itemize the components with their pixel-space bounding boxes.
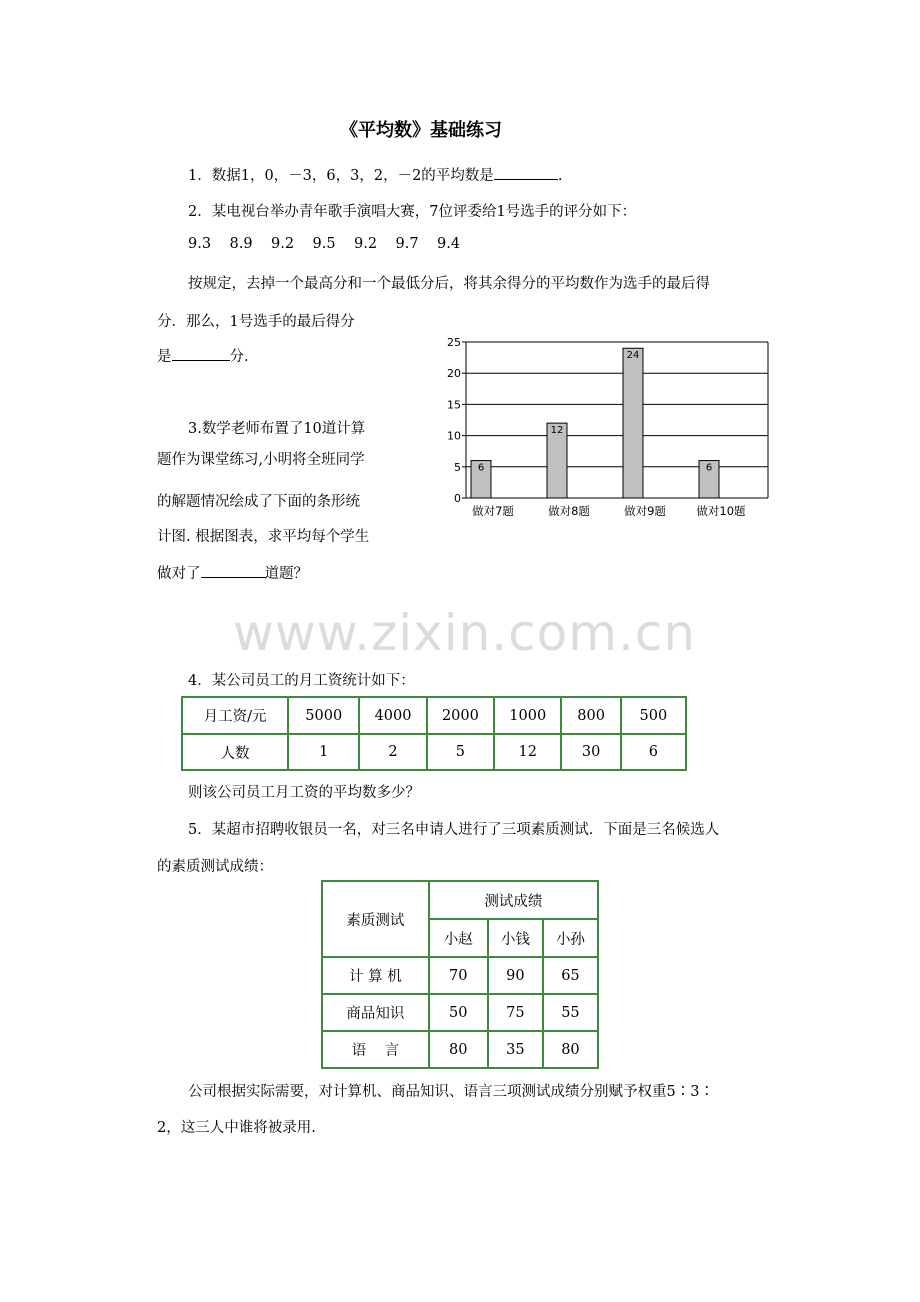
bar	[623, 348, 643, 498]
table-cell: 2000	[427, 697, 494, 734]
table-cell: 500	[621, 697, 686, 734]
question-2-line4: 分．那么，1号选手的最后得分	[157, 314, 355, 330]
answer-blank-1	[494, 165, 558, 180]
table-cell: 35	[488, 1031, 543, 1068]
y-tick-label: 25	[447, 336, 461, 349]
table-row	[182, 697, 686, 734]
y-tick-label: 5	[454, 460, 461, 474]
answer-blank-2	[172, 346, 230, 361]
watermark: www.zixin.com.cn	[233, 604, 697, 662]
table-row	[322, 994, 598, 1031]
x-tick-label: 做对7题	[472, 504, 514, 518]
table-cell: 55	[543, 994, 598, 1031]
table-header-name: 小孙	[543, 919, 598, 957]
question-5-line4: 2，这三人中谁将被录用.	[157, 1120, 316, 1136]
data-label: 12	[550, 425, 564, 437]
table-cell: 5000	[288, 697, 359, 734]
data-label: 6	[705, 462, 713, 474]
data-label: 6	[477, 462, 485, 474]
table-cell: 90	[488, 957, 543, 994]
table-row	[322, 1031, 598, 1068]
question-3-line3: 的解题情况绘成了下面的条形统	[157, 494, 360, 510]
question-1-end: .	[557, 168, 563, 184]
table-cell: 30	[561, 734, 620, 770]
table-row	[322, 881, 598, 919]
question-3-line5a: 做对了	[157, 566, 201, 582]
table-cell: 75	[488, 994, 543, 1031]
data-label: 24	[626, 350, 640, 362]
x-tick-label: 做对9题	[624, 504, 666, 518]
question-5-line2: 的素质测试成绩：	[157, 859, 273, 875]
table-cell: 800	[561, 697, 620, 734]
y-tick-label: 10	[447, 429, 461, 443]
table-cell: 65	[543, 957, 598, 994]
question-2-scores: 9.3 8.9 9.2 9.5 9.2 9.7 9.4	[188, 236, 461, 252]
table-cell: 80	[429, 1031, 488, 1068]
y-tick-label: 15	[447, 398, 461, 412]
score-table	[321, 880, 599, 1069]
table-cell: 2	[359, 734, 426, 770]
y-tick-label: 0	[454, 492, 461, 505]
question-2-line5	[157, 345, 249, 366]
question-5-line1: 5．某超市招聘收银员一名，对三名申请人进行了三项素质测试．下面是三名候选人	[188, 822, 720, 838]
table-cell: 80	[543, 1031, 598, 1068]
question-2-line5a: 是	[157, 349, 172, 365]
question-3-line5b: 道题？	[264, 566, 308, 582]
x-tick-label: 做对8题	[548, 504, 590, 518]
question-1	[188, 164, 562, 185]
answer-blank-3	[201, 563, 265, 578]
table-cell: 6	[621, 734, 686, 770]
question-1-text: 1．数据1，0，－3，6，3，2，－2的平均数是	[188, 168, 494, 184]
table-cell: 12	[494, 734, 561, 770]
table-header-name: 小赵	[429, 919, 488, 957]
page-title: 《平均数》基础练习	[340, 120, 502, 141]
table-row-label: 语 言	[322, 1031, 429, 1068]
table-row	[322, 957, 598, 994]
question-5-line3: 公司根据实际需要，对计算机、商品知识、语言三项测试成绩分别赋予权重5∶3∶	[188, 1084, 714, 1100]
question-2-line1: 2．某电视台举办青年歌手演唱大赛，7位评委给1号选手的评分如下：	[188, 204, 637, 220]
table-cell: 月工资/元	[182, 697, 288, 734]
table-cell: 5	[427, 734, 494, 770]
table-row-label: 商品知识	[322, 994, 429, 1031]
table-cell: 50	[429, 994, 488, 1031]
question-4-intro: 4．某公司员工的月工资统计如下：	[188, 673, 415, 689]
question-2-line5b: 分.	[229, 349, 249, 365]
question-3-line5	[157, 562, 308, 583]
table-cell: 70	[429, 957, 488, 994]
table-cell: 1	[288, 734, 359, 770]
question-4-question: 则该公司员工月工资的平均数多少？	[188, 785, 420, 801]
question-3-line2: 题作为课堂练习,小明将全班同学	[157, 452, 365, 468]
question-3-line4: 计图. 根据图表，求平均每个学生	[157, 529, 370, 545]
table-cell: 4000	[359, 697, 426, 734]
table-cell: 人数	[182, 734, 288, 770]
question-3-line1: 3.数学老师布置了10道计算	[188, 421, 366, 437]
table-header-test: 素质测试	[322, 881, 429, 957]
table-header-scores: 测试成绩	[429, 881, 598, 919]
table-header-name: 小钱	[488, 919, 543, 957]
salary-table	[181, 696, 687, 771]
table-row-label: 计 算 机	[322, 957, 429, 994]
table-row	[182, 734, 686, 770]
x-tick-label: 做对10题	[696, 504, 746, 518]
y-tick-label: 20	[447, 367, 461, 381]
table-cell: 1000	[494, 697, 561, 734]
bar-chart	[430, 332, 790, 522]
question-2-line3: 按规定，去掉一个最高分和一个最低分后，将其余得分的平均数作为选手的最后得	[188, 276, 710, 292]
